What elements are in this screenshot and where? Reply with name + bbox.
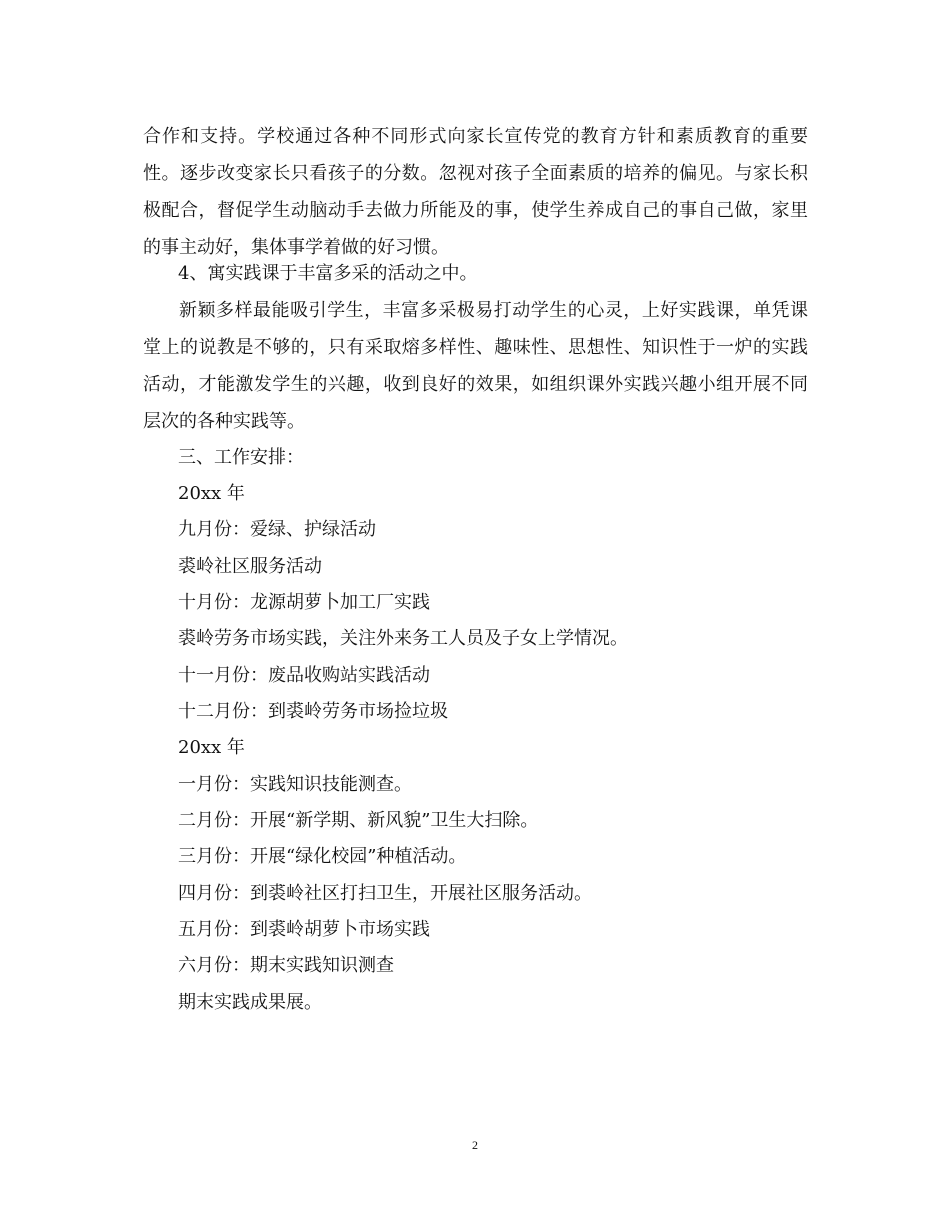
body-text-2 [143, 292, 808, 440]
paragraph-practice: 新颖多样最能吸引学生，丰富多采极易打动学生的心灵，上好实践课，单凭课堂上的说教是不够的，只有采取熔多样性、趣味性、思想性、知识性于一炉的实践活动，才能激发学生的兴趣，收到良好的效果，如组织课外实践兴趣小组开展不同层次的各种实践等。 [143, 300, 808, 432]
schedule-line: 十一月份：废品收购站实践活动 [178, 665, 430, 686]
schedule-line: 九月份：爱绿、护绿活动 [178, 519, 376, 540]
schedule-line: 20xx 年 [178, 483, 245, 504]
schedule-line: 裘岭社区服务活动 [178, 556, 322, 577]
schedule-line: 20xx 年 [178, 737, 245, 758]
heading-item-4: 4、寓实践课于丰富多采的活动之中。 [178, 263, 478, 284]
schedule-line: 五月份：到裘岭胡萝卜市场实践 [178, 919, 430, 940]
schedule-line: 裘岭劳务市场实践，关注外来务工人员及子女上学情况。 [178, 628, 628, 649]
schedule-line: 二月份：开展“新学期、新风貌”卫生大扫除。 [178, 810, 539, 831]
schedule-line: 六月份：期末实践知识测查 [178, 955, 394, 976]
page-number: 2 [472, 1138, 478, 1152]
schedule-line: 十月份：龙源胡萝卜加工厂实践 [178, 592, 430, 613]
section-heading-3: 三、工作安排： [178, 447, 304, 468]
body-text [143, 118, 808, 266]
schedule-line: 期末实践成果展。 [178, 992, 322, 1013]
schedule-line: 四月份：到裘岭社区打扫卫生，开展社区服务活动。 [178, 883, 592, 904]
schedule-line: 三月份：开展“绿化校园”种植活动。 [178, 846, 467, 867]
schedule-line: 十二月份：到裘岭劳务市场捡垃圾 [178, 701, 448, 722]
paragraph-cooperation: 合作和支持。学校通过各种不同形式向家长宣传党的教育方针和素质教育的重要性。逐步改变家长只看孩子的分数。忽视对孩子全面素质的培养的偏见。与家长积极配合，督促学生动脑动手去做力所能及的事，使学生养成自己的事自己做，家里的事主动好，集体事学着做的好习惯。 [143, 126, 808, 258]
schedule-line: 一月份：实践知识技能测查。 [178, 774, 412, 795]
